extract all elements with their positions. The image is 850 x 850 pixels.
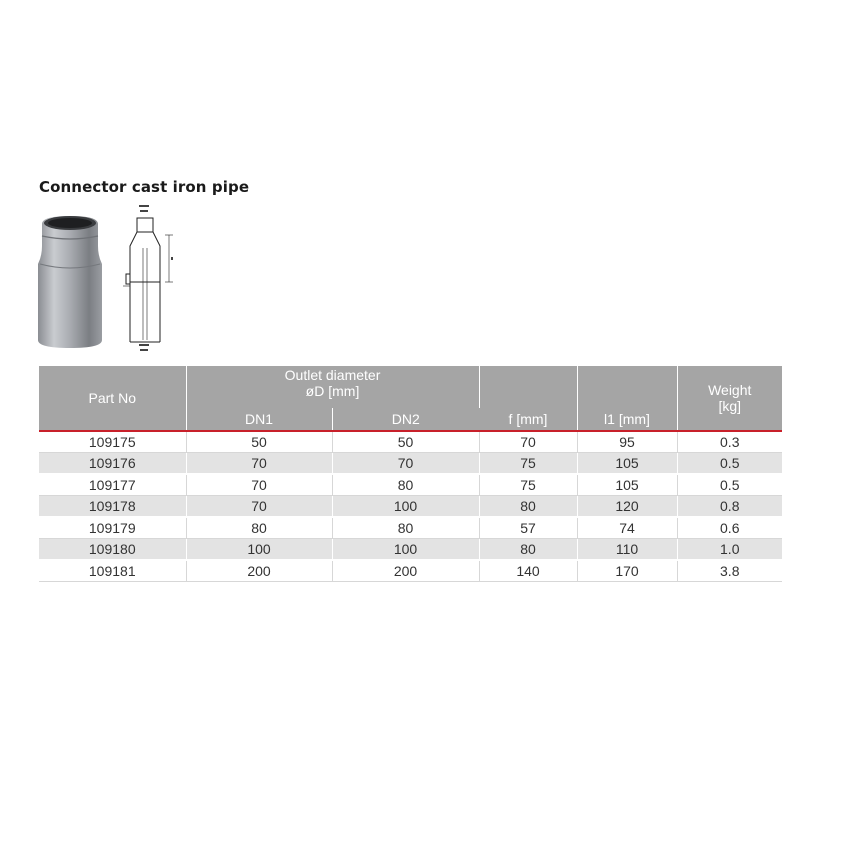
spec-table [39,366,782,582]
cell-f: 75 [479,453,577,475]
cell-dn1: 100 [186,539,332,561]
cell-dn2: 100 [332,496,479,518]
cell-dn1: 80 [186,517,332,539]
cell-dn2: 50 [332,431,479,453]
table-row [39,431,782,453]
connector-photo-icon [36,212,104,352]
cell-weight: 3.8 [677,560,782,582]
cell-l1: 74 [577,517,677,539]
cell-weight: 1.0 [677,539,782,561]
cell-f: 57 [479,517,577,539]
table-row [39,496,782,518]
cell-dn1: 50 [186,431,332,453]
table-row [39,517,782,539]
header-outlet-diameter: Outlet diameter øD [mm] [186,366,479,408]
cell-dn2: 80 [332,474,479,496]
cell-dn1: 70 [186,474,332,496]
cell-dn2: 70 [332,453,479,475]
cell-part-no: 109175 [39,431,186,453]
cell-weight: 0.3 [677,431,782,453]
header-dn2: DN2 [332,408,479,431]
cell-weight: 0.5 [677,453,782,475]
cell-part-no: 109176 [39,453,186,475]
table-row [39,539,782,561]
header-l1: l1 [mm] [577,366,677,431]
cell-dn2: 100 [332,539,479,561]
cell-f: 80 [479,539,577,561]
cell-dn1: 70 [186,453,332,475]
cell-f: 70 [479,431,577,453]
technical-drawing-icon [115,202,185,354]
cell-dn2: 200 [332,560,479,582]
cell-part-no: 109181 [39,560,186,582]
cell-l1: 95 [577,431,677,453]
cell-dn1: 70 [186,496,332,518]
cell-weight: 0.6 [677,517,782,539]
cell-part-no: 109180 [39,539,186,561]
cell-part-no: 109177 [39,474,186,496]
cell-l1: 110 [577,539,677,561]
table-row [39,474,782,496]
cell-dn1: 200 [186,560,332,582]
table-row [39,560,782,582]
cell-dn2: 80 [332,517,479,539]
cell-f: 140 [479,560,577,582]
cell-l1: 105 [577,453,677,475]
header-part-no: Part No [39,366,186,431]
header-dn1: DN1 [186,408,332,431]
header-weight: Weight [kg] [677,366,782,431]
cell-f: 75 [479,474,577,496]
cell-f: 80 [479,496,577,518]
page-title: Connector cast iron pipe [39,178,250,196]
cell-weight: 0.8 [677,496,782,518]
cell-l1: 105 [577,474,677,496]
header-f: f [mm] [479,366,577,431]
cell-part-no: 109179 [39,517,186,539]
cell-l1: 170 [577,560,677,582]
cell-part-no: 109178 [39,496,186,518]
cell-weight: 0.5 [677,474,782,496]
table-row [39,453,782,475]
cell-l1: 120 [577,496,677,518]
